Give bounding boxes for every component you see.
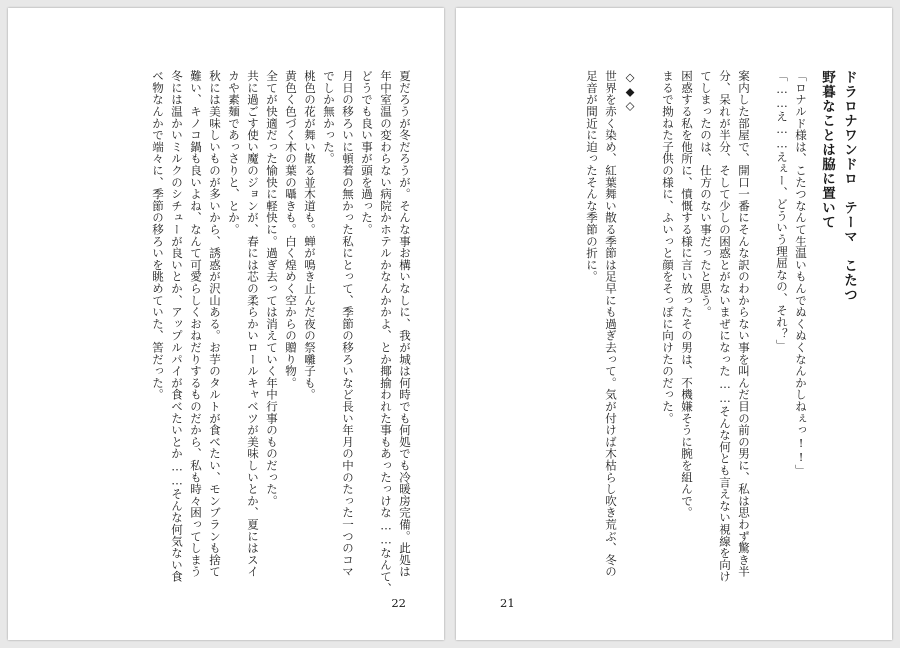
text-line: 世界を赤く染め、紅葉舞い散る季節は足早にも過ぎ去って。気が付けば木枯らし吹き荒ぶ、冬の (604, 70, 618, 578)
text-line: まるで拗ねた子供の様に、ふいっと顔をそっぽに向けたのだった。 (661, 70, 675, 424)
page-number: 21 (500, 596, 515, 610)
text-line: 「ロナルド様は、こたつなんて生温いもんでぬくぬくなんかしねぇっ!!」 (794, 70, 808, 477)
text-line: 分、呆れが半分、そして少しの困惑とがないまぜになった……そんな何とも言えない視線を向け (718, 70, 732, 583)
text-line: カや素麺であっさりと、とか。 (227, 70, 241, 236)
text-line: でしか無かった。 (322, 70, 336, 165)
text-line: 黄色く色づく木の葉の囁きも。白く煌めく空からの贈り物。 (284, 70, 298, 389)
text-line: どうでも良い事が頭を過った。 (360, 70, 374, 236)
text-line: てしまったのは、仕方のない事だったと思う。 (699, 70, 713, 318)
text-line: 「……え……えぇー、どういう理屈なの、それ？」 (775, 70, 789, 352)
text-line: 桃色の花が舞い散る並木道も。蝉が鳴き止んだ夜の祭囃子も。 (303, 70, 317, 401)
text-line: 難い、キノコ鍋も良いよね、なんて可愛らしくおねだりするものだから、私も時々困ってしまう (189, 70, 203, 578)
text-line (639, 70, 658, 630)
title-line: ドラロナワンドロ テーマ こたつ (841, 70, 857, 302)
left-page-body (148, 70, 414, 630)
text-line: べ物なんかで端々に、季節の移ろいを眺めていた、筈だった。 (151, 70, 165, 401)
text-line (753, 70, 772, 630)
text-line: 月日の移ろいに頓着の無かった私にとって、季節の移ろいなど長い年月の中のたった一つのコマ (341, 70, 355, 578)
chapter-title (816, 70, 860, 302)
text-line: 共に過ごす使い魔のジョンが、春には芯の柔らかいロールキャベツが美味しいとか、夏にはスイ (246, 70, 260, 578)
page-number: 22 (391, 596, 406, 610)
text-line: 夏だろうが冬だろうが。そんな事お構いなしに、我が城は何時でも何処でも冷暖房完備。此処は (398, 70, 412, 578)
left-page (8, 8, 444, 640)
text-line: 困惑する私を他所に、憤慨する様に言い放ったその男は、不機嫌そうに腕を組んで。 (680, 70, 694, 519)
text-line: 足音が間近に迫ったそんな季節の折に。 (585, 70, 599, 283)
text-line: 年中室温の変わらない病院かホテルかなんかかよ、とか揶揄われた事もあったっけな……なんて、 (379, 70, 393, 595)
section-divider: ◇◆◇ (623, 70, 637, 113)
text-line: 案内した部屋で、開口一番にそんな訳のわからない事を叫んだ目の前の男に、私は思わず驚き半 (737, 70, 751, 578)
text-line: 秋には美味しいものが多いから、誘惑が沢山ある。お芋のタルトが食べたい、モンブランも捨て (208, 70, 222, 578)
right-page (456, 8, 892, 640)
title-line: 野暮なことは脇に置いて (819, 70, 835, 230)
text-line: 全てが快適だった愉快に軽快に。過ぎ去っては消えていく年中行事のものだった。 (265, 70, 279, 507)
text-line: 冬には温かいミルクのシチューが良いとか、アップルパイが食べたいとか……そんな何気ない食 (170, 70, 184, 583)
right-page-body (582, 70, 810, 630)
